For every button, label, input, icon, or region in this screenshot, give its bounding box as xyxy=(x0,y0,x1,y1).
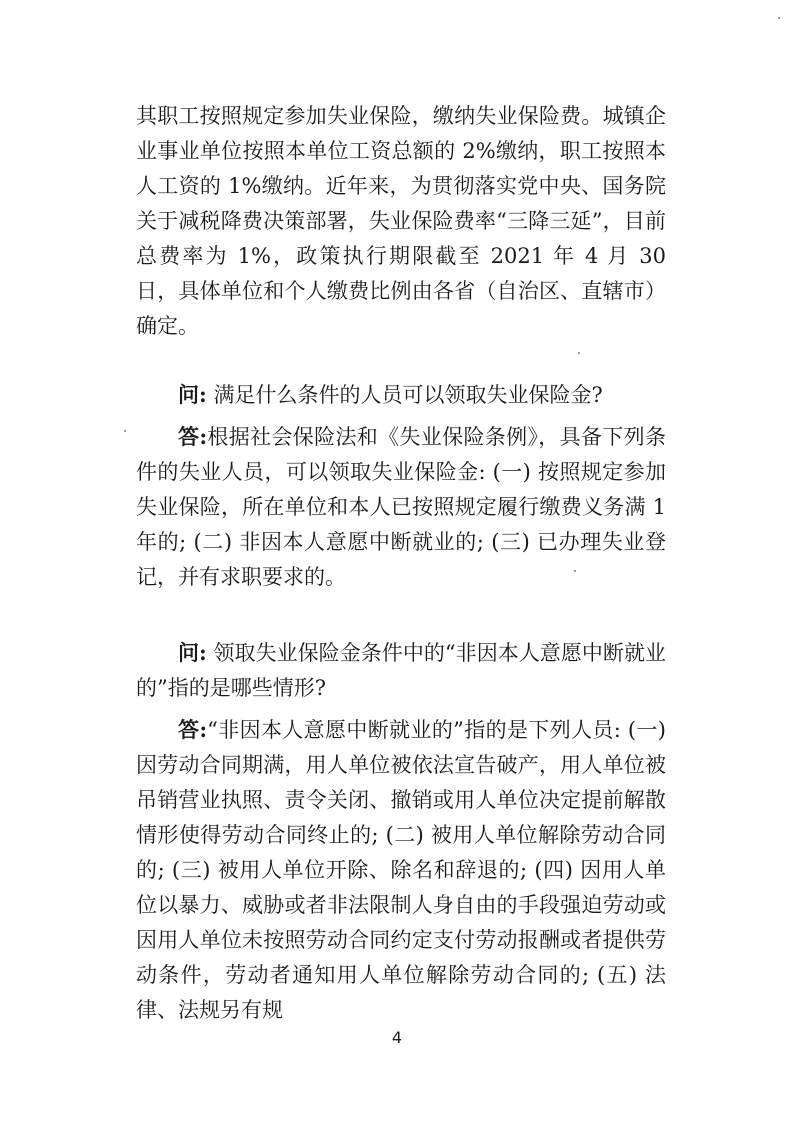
question-text: 满足什么条件的人员可以领取失业保险金? xyxy=(206,383,603,407)
scan-speck xyxy=(778,17,780,19)
answer-text: “非因本人意愿中断就业的”指的是下列人员: (一) 因劳动合同期满，用人单位被依法宣告破产，用人单位被吊销营业执照、责令关闭、撤销或用人单位决定提前解散情形使得劳动合同终止的; (二) 被用人单位解除劳动合同的; (三) 被用人单位开除、除名和辞退的; (四) 因用人单位以暴力、威胁或者非法限制人身自由的手段强迫劳动或因用人单位未按照劳动合同约定支付劳动报酬或者提供劳动条件，劳动者通知用人单位解除劳动合同的; (五) 法律、法规另有规 xyxy=(136,718,666,1022)
question-label: 问: xyxy=(178,382,207,407)
qa-block xyxy=(136,635,666,1028)
scan-speck xyxy=(578,352,580,354)
page-content xyxy=(136,99,666,1028)
page-number: 4 xyxy=(391,1028,403,1047)
qa-block xyxy=(136,377,666,595)
question xyxy=(136,377,666,413)
question-text: 领取失业保险金条件中的“非因本人意愿中断就业的”指的是哪些情形? xyxy=(136,641,666,700)
scan-speck xyxy=(574,570,576,572)
scan-speck xyxy=(124,430,126,432)
answer xyxy=(136,712,666,1028)
answer-text: 根据社会保险法和《失业保险条例》，具备下列条件的失业人员，可以领取失业保险金: (一) 按照规定参加失业保险，所在单位和本人已按照规定履行缴费义务满 1 年的; (二) 非因本人意愿中断就业的; (三) 已办理失业登记，并有求职要求的。 xyxy=(136,425,666,589)
intro-paragraph: 其职工按照规定参加失业保险，缴纳失业保险费。城镇企业事业单位按照本单位工资总额的 2%缴纳，职工按照本人工资的 1%缴纳。近年来，为贯彻落实党中央、国务院关于减税降费决策部署，失业保险费率“三降三延”，目前总费率为 1%，政策执行期限截至 2021 年 4 月 30 日，具体单位和个人缴费比例由各省（自治区、直辖市）确定。 xyxy=(136,104,666,338)
answer-label: 答: xyxy=(178,717,208,742)
answer-label: 答: xyxy=(178,424,208,449)
question xyxy=(136,635,666,706)
answer xyxy=(136,419,666,595)
question-label: 问: xyxy=(178,640,207,665)
